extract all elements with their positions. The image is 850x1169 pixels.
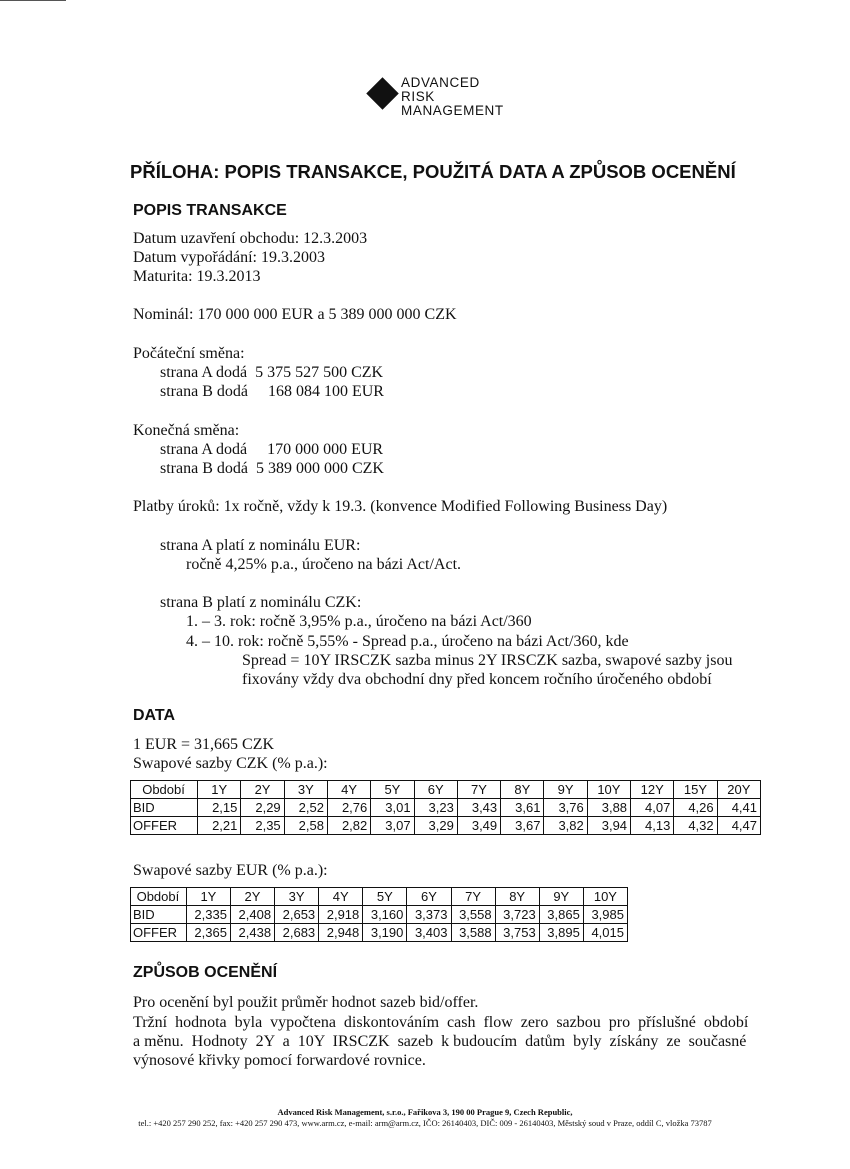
table-cell: 3,558 [451, 906, 495, 924]
table-cell: 2,408 [230, 906, 274, 924]
valuation-paragraph-1: Pro ocenění byl použit průměr hodnot sazeb bid/offer. [133, 994, 479, 1011]
table-cell: 3,588 [451, 924, 495, 942]
table-cell: 9Y [544, 781, 587, 799]
table-cell: 3,29 [414, 817, 457, 835]
table-cell: 3,723 [495, 906, 539, 924]
table-cell: OFFER [131, 817, 198, 835]
table-cell: 10Y [583, 888, 627, 906]
company-logo [369, 76, 529, 120]
table-cell: 2,52 [284, 799, 327, 817]
table-cell: 2,76 [327, 799, 370, 817]
settlement-date: Datum vypořádání: 19.3.2003 [133, 249, 325, 266]
side-b-item-2: 4. – 10. rok: ročně 5,55% - Spread p.a., úročeno na bázi Act/360, kde [186, 633, 629, 650]
footer-contact-details: tel.: +420 257 290 252, fax: +420 257 290 473, www.arm.cz, e-mail: arm@arm.cz, IČO: 26140403, DIČ: 009 - 26140403, Městský soud v Praze, oddíl C, vložka 73787 [138, 1118, 712, 1128]
table-cell: 12Y [631, 781, 674, 799]
final-exchange-side-a: strana A dodá 170 000 000 EUR [160, 441, 384, 458]
eur-table-caption: Swapové sazby EUR (% p.a.): [133, 862, 328, 879]
table-cell: 6Y [414, 781, 457, 799]
table-cell: 15Y [674, 781, 717, 799]
table-cell: 2,918 [319, 906, 363, 924]
table-cell: 8Y [495, 888, 539, 906]
table-cell: 2Y [241, 781, 284, 799]
table-cell: 2,948 [319, 924, 363, 942]
table-cell: 3,43 [457, 799, 500, 817]
interest-payments: Platby úroků: 1x ročně, vždy k 19.3. (konvence Modified Following Business Day) [133, 498, 668, 515]
table-cell: 3,82 [544, 817, 587, 835]
table-cell: 4,26 [674, 799, 717, 817]
table-cell: 1Y [186, 888, 230, 906]
table-cell: 1Y [198, 781, 241, 799]
trade-date: Datum uzavření obchodu: 12.3.2003 [133, 230, 368, 247]
table-header-row [131, 888, 628, 906]
spread-definition-1: Spread = 10Y IRSCZK sazba minus 2Y IRSCZK sazba, swapové sazby jsou [242, 652, 733, 669]
table-cell: 2Y [230, 888, 274, 906]
maturity-date: Maturita: 19.3.2013 [133, 268, 261, 285]
valuation-paragraph-2-line-3: výnosové křivky pomocí forwardové rovnice. [133, 1052, 426, 1069]
table-cell: 2,653 [275, 906, 319, 924]
table-cell: 3,190 [363, 924, 407, 942]
final-exchange-side-b: strana B dodá 5 389 000 000 CZK [160, 460, 384, 477]
valuation-paragraph-2-line-1: Tržní hodnota byla vypočtena diskontováním cash flow zero sazbou pro příslušné období [133, 1014, 749, 1031]
initial-exchange-side-a: strana A dodá 5 375 527 500 CZK [160, 364, 384, 381]
table-cell: 4,07 [631, 799, 674, 817]
notional: Nominál: 170 000 000 EUR a 5 389 000 000 CZK [133, 306, 457, 323]
table-cell: 2,683 [275, 924, 319, 942]
scan-edge-line [0, 0, 66, 1]
table-cell: 4Y [319, 888, 363, 906]
data-heading: DATA [133, 707, 176, 724]
table-cell: BID [131, 906, 187, 924]
table-cell: 6Y [407, 888, 451, 906]
table-cell: 2,21 [198, 817, 241, 835]
side-b-label: strana B platí z nominálu CZK: [160, 594, 362, 611]
side-a-detail: ročně 4,25% p.a., úročeno na bázi Act/Act. [186, 556, 462, 573]
czk-table-caption: Swapové sazby CZK (% p.a.): [133, 755, 328, 772]
table-cell: 3,403 [407, 924, 451, 942]
table-cell: OFFER [131, 924, 187, 942]
table-cell: 7Y [451, 888, 495, 906]
table-cell: 20Y [717, 781, 760, 799]
table-cell: 4,015 [583, 924, 627, 942]
table-cell: BID [131, 799, 198, 817]
initial-exchange-side-b: strana B dodá 168 084 100 EUR [160, 383, 384, 400]
table-cell: 2,29 [241, 799, 284, 817]
diamond-logo-icon [366, 77, 399, 110]
table-cell: 7Y [457, 781, 500, 799]
table-cell: 10Y [587, 781, 630, 799]
logo-line-3: MANAGEMENT [401, 103, 504, 118]
table-cell: 4,47 [717, 817, 760, 835]
table-row [131, 817, 761, 835]
page-footer [0, 1107, 850, 1129]
valuation-paragraph-2-line-2: a měnu. Hodnoty 2Y a 10Y IRSCZK sazeb k budoucím datům byly získány ze současné [133, 1033, 747, 1050]
table-cell: 2,438 [230, 924, 274, 942]
table-cell: 3,895 [539, 924, 583, 942]
side-b-item-1: 1. – 3. rok: ročně 3,95% p.a., úročeno na bázi Act/360 [186, 613, 532, 630]
logo-line-1: ADVANCED [401, 75, 480, 90]
table-cell: 2,15 [198, 799, 241, 817]
table-cell: 2,335 [186, 906, 230, 924]
table-cell: 3,985 [583, 906, 627, 924]
table-cell: 3Y [275, 888, 319, 906]
table-cell: 5Y [371, 781, 414, 799]
table-cell: 3,01 [371, 799, 414, 817]
table-cell: 3,753 [495, 924, 539, 942]
table-cell: 9Y [539, 888, 583, 906]
table-cell: 4Y [327, 781, 370, 799]
table-cell: 4,13 [631, 817, 674, 835]
table-cell: 4,41 [717, 799, 760, 817]
side-a-label: strana A platí z nominálu EUR: [160, 537, 361, 554]
table-cell: 3,76 [544, 799, 587, 817]
page-title: PŘÍLOHA: POPIS TRANSAKCE, POUŽITÁ DATA A ZPŮSOB OCENĚNÍ [130, 161, 736, 182]
table-cell: 2,58 [284, 817, 327, 835]
table-header-row [131, 781, 761, 799]
table-row [131, 906, 628, 924]
table-cell: 2,365 [186, 924, 230, 942]
table-cell: 3,67 [501, 817, 544, 835]
footer-company-address: Advanced Risk Management, s.r.o., Fařikova 3, 190 00 Prague 9, Czech Republic, [277, 1107, 573, 1117]
table-row [131, 924, 628, 942]
logo-line-2: RISK [401, 89, 435, 104]
table-cell: 3,49 [457, 817, 500, 835]
eur-swap-rates-table [130, 887, 628, 942]
table-cell: 8Y [501, 781, 544, 799]
table-cell: 3,07 [371, 817, 414, 835]
fx-rate: 1 EUR = 31,665 CZK [133, 736, 275, 753]
table-cell: 3,88 [587, 799, 630, 817]
table-cell: 3,23 [414, 799, 457, 817]
table-cell: 2,82 [327, 817, 370, 835]
table-cell: 3,61 [501, 799, 544, 817]
table-row [131, 799, 761, 817]
valuation-heading: ZPŮSOB OCENĚNÍ [133, 964, 278, 981]
transaction-heading: POPIS TRANSAKCE [133, 202, 287, 219]
table-cell: 3,373 [407, 906, 451, 924]
table-cell: 3,160 [363, 906, 407, 924]
table-cell: 5Y [363, 888, 407, 906]
spread-definition-2: fixovány vždy dva obchodní dny před koncem ročního úročeného období [242, 671, 712, 688]
final-exchange-label: Konečná směna: [133, 422, 240, 439]
table-cell: Období [131, 888, 187, 906]
table-cell: 2,35 [241, 817, 284, 835]
initial-exchange-label: Počáteční směna: [133, 345, 245, 362]
table-cell: 3,865 [539, 906, 583, 924]
table-cell: 3,94 [587, 817, 630, 835]
czk-swap-rates-table [130, 780, 761, 835]
table-cell: Období [131, 781, 198, 799]
table-cell: 3Y [284, 781, 327, 799]
table-cell: 4,32 [674, 817, 717, 835]
